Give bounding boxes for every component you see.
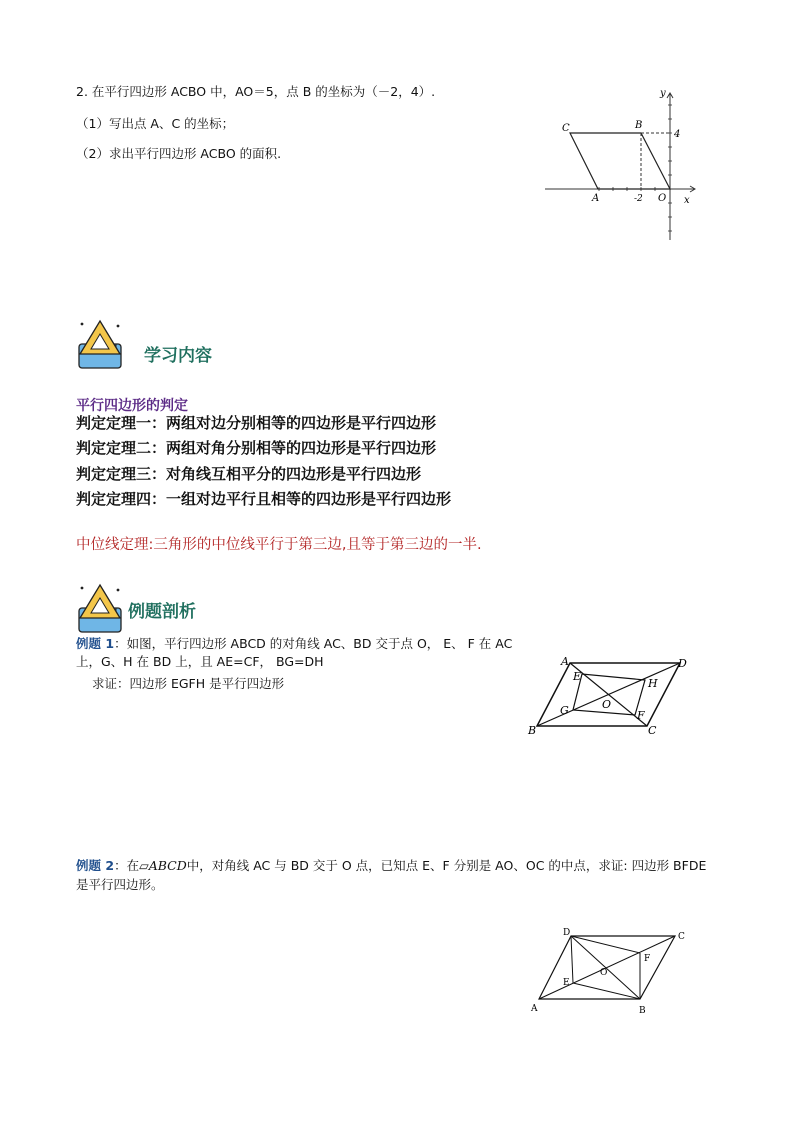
example-1-figure xyxy=(525,650,705,740)
label-d: D xyxy=(563,928,571,938)
ruler-triangle-icon xyxy=(76,318,126,372)
label-b: B xyxy=(639,1006,646,1016)
label-a: A xyxy=(531,1004,538,1014)
section-title-examples: 例题剖析 xyxy=(128,602,196,622)
label-o: O xyxy=(602,698,612,711)
label-o: O xyxy=(600,968,608,978)
label-o: O xyxy=(658,193,667,204)
problem-2-title: 2. 在平行四边形 ACBO 中，AO＝5，点 B 的坐标为（－2，4）. xyxy=(76,84,436,99)
example-2-label: 例题 2 xyxy=(76,858,115,873)
theorem-1: 判定定理一：两组对边分别相等的四边形是平行四边形 xyxy=(76,414,437,432)
theorem-2: 判定定理二：两组对角分别相等的四边形是平行四边形 xyxy=(76,439,437,457)
example-2-line2: 是平行四边形。 xyxy=(76,877,164,892)
subtitle-criteria: 平行四边形的判定 xyxy=(76,398,188,414)
problem-2-part1: （1）写出点 A、C 的坐标； xyxy=(76,116,235,131)
label-f: F xyxy=(637,709,645,722)
label-g: G xyxy=(560,704,569,717)
parallelogram-symbol: ▱ABCD xyxy=(139,858,187,873)
tick-label-4: 4 xyxy=(674,129,681,140)
label-d: D xyxy=(678,657,687,670)
label-x: x xyxy=(684,195,690,206)
diagonal-bd xyxy=(537,663,680,726)
example-1-line1 xyxy=(76,635,516,653)
segment-df xyxy=(571,936,640,953)
label-f: F xyxy=(644,954,651,964)
label-c: C xyxy=(678,932,685,942)
segment-de xyxy=(571,936,573,983)
label-b: B xyxy=(635,120,643,131)
label-c: C xyxy=(648,724,657,737)
label-y: y xyxy=(660,88,666,99)
parallelogram-acbo xyxy=(570,133,670,189)
coordinate-figure xyxy=(540,85,700,245)
example-2-figure xyxy=(525,923,695,1018)
label-h: H xyxy=(648,677,658,690)
theorem-3: 判定定理三：对角线互相平分的四边形是平行四边形 xyxy=(76,465,422,483)
tick-label-minus2: -2 xyxy=(634,194,643,204)
label-a: A xyxy=(592,193,600,204)
label-e: E xyxy=(573,670,582,683)
example-2-line1 xyxy=(76,857,726,875)
section-title-learning: 学习内容 xyxy=(144,346,212,366)
problem-2-part2: （2）求出平行四边形 ACBO 的面积. xyxy=(76,146,282,161)
label-e: E xyxy=(563,978,570,988)
ruler-triangle-icon xyxy=(76,582,126,636)
example-1-text1: ：如图，平行四边形 ABCD 的对角线 AC、BD 交于点 O， E、 F 在 AC xyxy=(114,636,513,651)
label-b: B xyxy=(528,724,537,737)
label-a: A xyxy=(561,655,569,668)
example-2-prefix: ：在 xyxy=(114,858,140,873)
midline-theorem: 中位线定理:三角形的中位线平行于第三边,且等于第三边的一半. xyxy=(76,537,482,553)
example-2-text1: 中，对角线 AC 与 BD 交于 O 点，已知点 E、F 分别是 AO、OC 的中点，求证: 四边形 BFDE xyxy=(186,858,707,873)
segment-eb xyxy=(573,983,640,999)
example-1-line3: 求证：四边形 EGFH 是平行四边形 xyxy=(92,676,285,691)
example-1-line2: 上，G、H 在 BD 上，且 AE=CF， BG=DH xyxy=(76,654,324,669)
theorem-4: 判定定理四：一组对边平行且相等的四边形是平行四边形 xyxy=(76,490,452,508)
label-c: C xyxy=(562,123,570,134)
example-1-label: 例题 1 xyxy=(76,636,115,651)
